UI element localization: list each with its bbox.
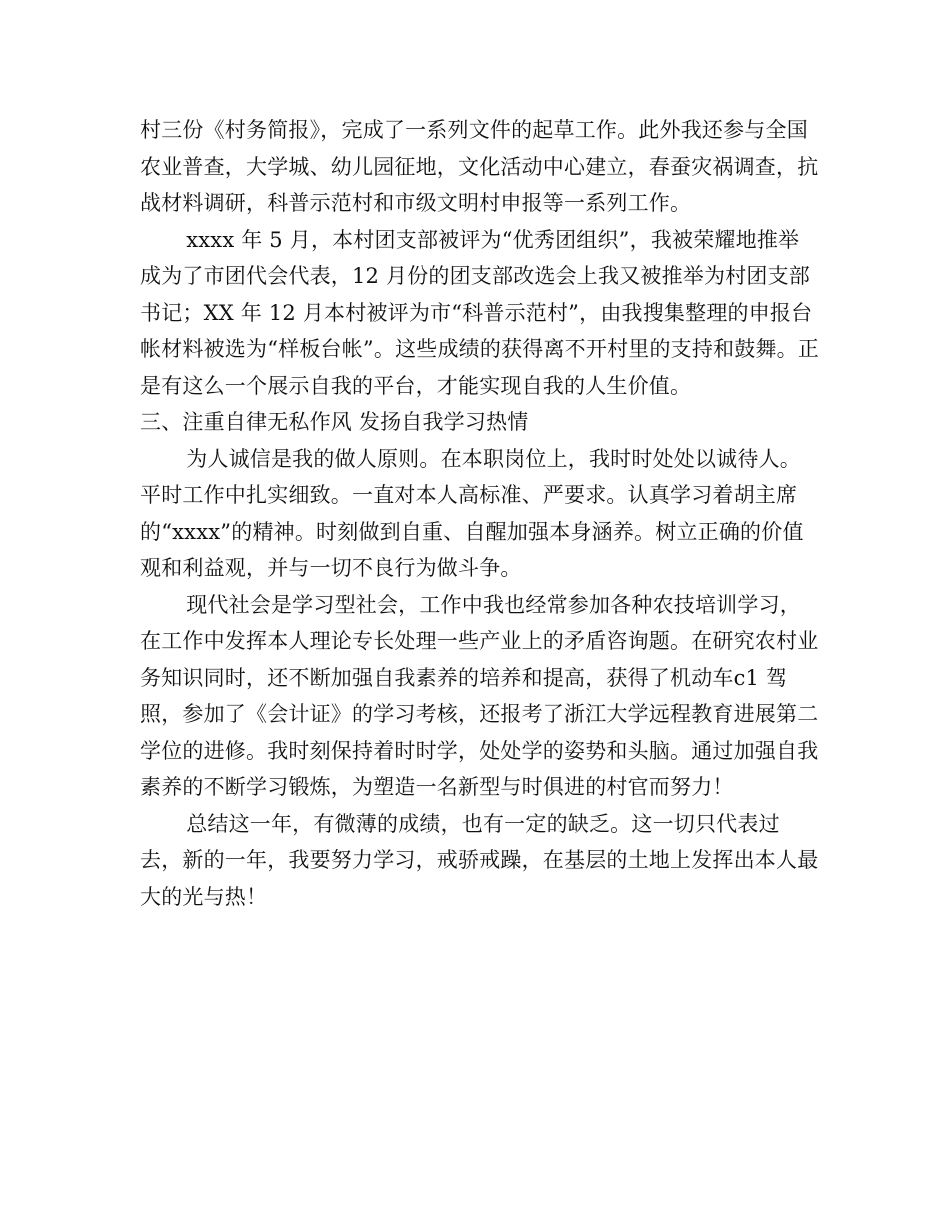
document-body bbox=[140, 112, 820, 915]
paragraph-learning: 现代社会是学习型社会，工作中我也经常参加各种农技培训学习，在工作中发挥本人理论专长处理一些产业上的矛盾咨询题。在研究农村业务知识同时，还不断加强自我素养的培养和提高，获得了机动车c1 驾照，参加了《会计证》的学习考核，还报考了浙江大学远程教育进展第二学位的进修。我时刻保持着时时学，处处学的姿势和头脑。通过加强自我素养的不断学习锻炼，为塑造一名新型与时俱进的村官而努力！ bbox=[140, 592, 819, 799]
paragraph-summary: 总结这一年，有微薄的成绩，也有一定的缺乏。这一切只代表过去，新的一年，我要努力学习，戒骄戒躁，在基层的土地上发挥出本人最大的光与热！ bbox=[140, 811, 819, 909]
paragraph-integrity: 为人诚信是我的做人原则。在本职岗位上，我时时处处以诚待人。平时工作中扎实细致。一直对本人高标准、严要求。认真学习着胡主席的“xxxx”的精神。时刻做到自重、自醒加强本身涵养。树立正确的价值观和利益观，并与一切不良行为做斗争。 bbox=[140, 446, 804, 580]
paragraph-continuation: 村三份《村务简报》，完成了一系列文件的起草工作。此外我还参与全国农业普查，大学城、幼儿园征地，文化活动中心建立，春蚕灾祸调查，抗战材料调研，科普示范村和市级文明村申报等一系列工作。 bbox=[140, 118, 819, 215]
section-heading-3: 三、注重自律无私作风 发扬自我学习热情 bbox=[140, 410, 529, 434]
paragraph-honors: xxxx 年 5 月，本村团支部被评为“优秀团组织”，我被荣耀地推举成为了市团代会代表，12 月份的团支部改选会上我又被推举为村团支部书记；XX 年 12 月本村被评为市“科普示范村”，由我搜集整理的申报台帐材料被选为“样板台帐”。这些成绩的获得离不开村里的支持和鼓舞。正是有这么一个展示自我的平台，才能实现自我的人生价值。 bbox=[140, 227, 820, 398]
